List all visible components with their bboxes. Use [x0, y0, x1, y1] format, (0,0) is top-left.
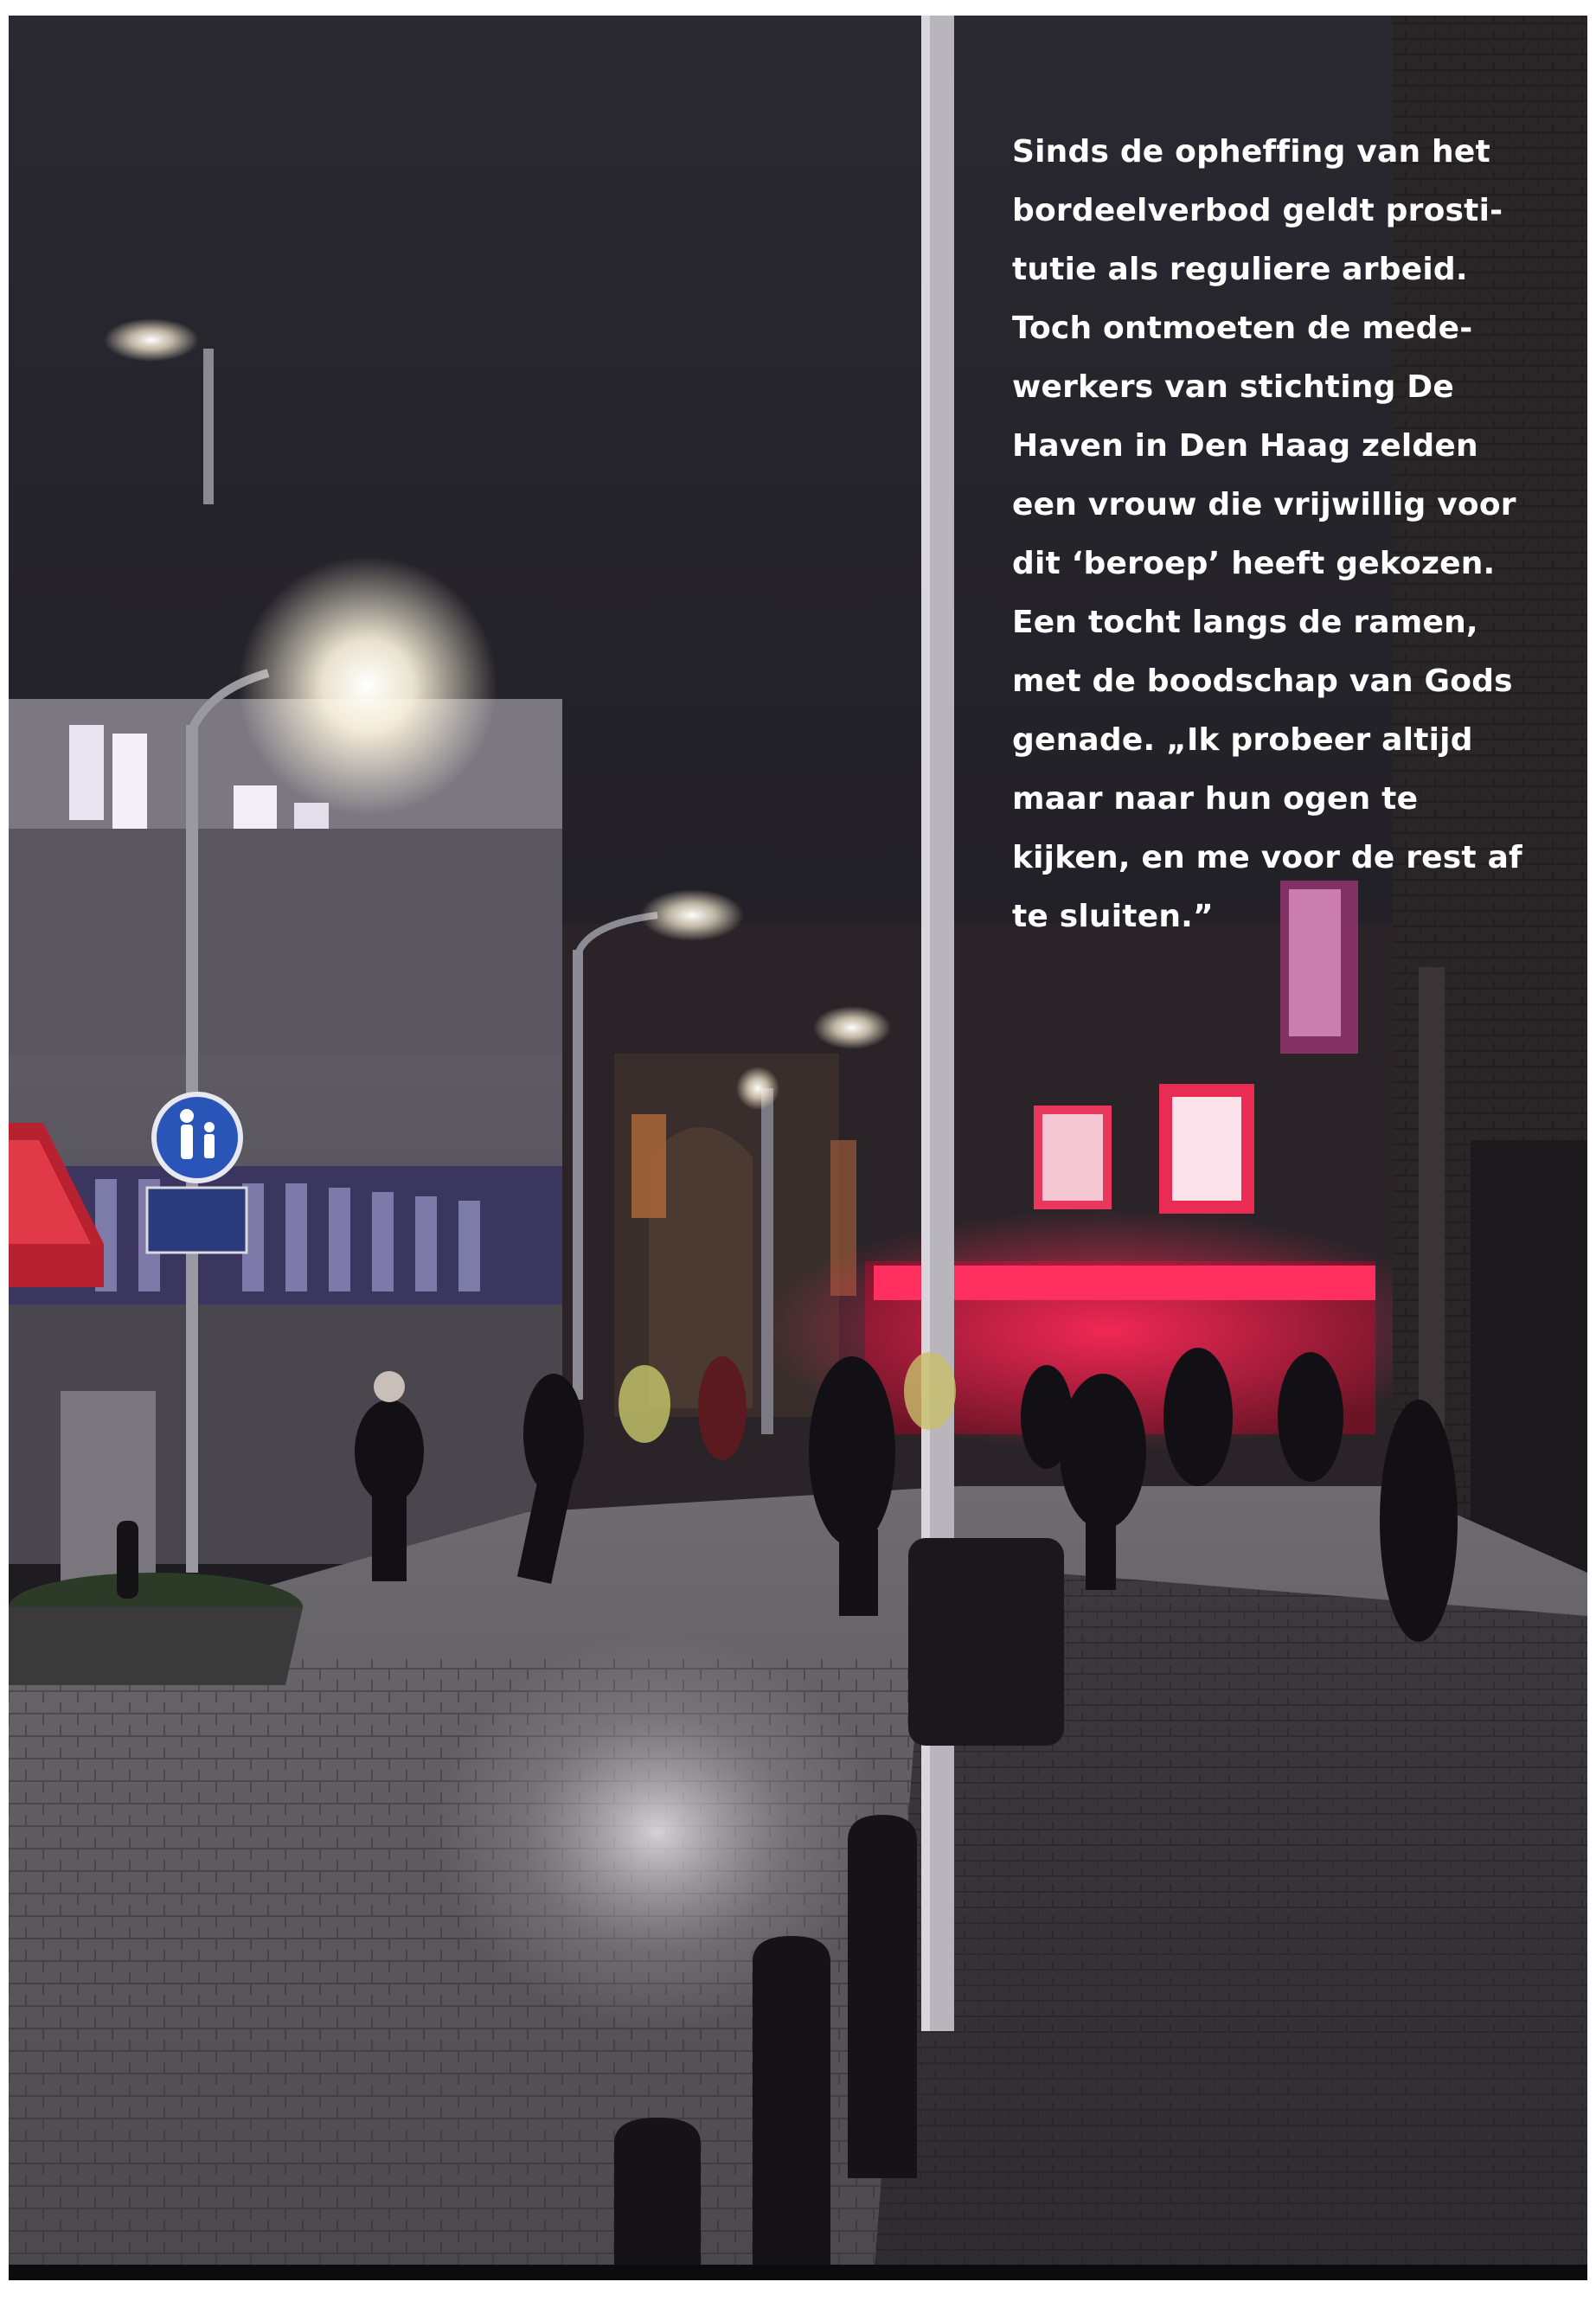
caption-line: werkers van stichting De — [1012, 369, 1454, 405]
photo-caption — [1012, 123, 1522, 946]
caption-line: met de boodschap van Gods — [1012, 663, 1513, 699]
caption-line: Sinds de opheffing van het — [1012, 134, 1490, 170]
caption-line: kijken, en me voor de rest af — [1012, 840, 1522, 875]
caption-line: dit ‘beroep’ heeft gekozen. — [1012, 546, 1496, 581]
caption-line: maar naar hun ogen te — [1012, 781, 1419, 817]
caption-line: bordeelverbod geldt prosti- — [1012, 193, 1503, 228]
caption-line: een vrouw die vrijwillig voor — [1012, 487, 1516, 522]
caption-line: genade. „Ik probeer altijd — [1012, 722, 1473, 758]
caption-line: Haven in Den Haag zelden — [1012, 428, 1478, 464]
caption-line: Een tocht langs de ramen, — [1012, 605, 1478, 640]
caption-line: te sluiten.” — [1012, 899, 1214, 934]
caption-line: tutie als reguliere arbeid. — [1012, 252, 1468, 287]
caption-line: Toch ontmoeten de mede- — [1012, 311, 1473, 346]
